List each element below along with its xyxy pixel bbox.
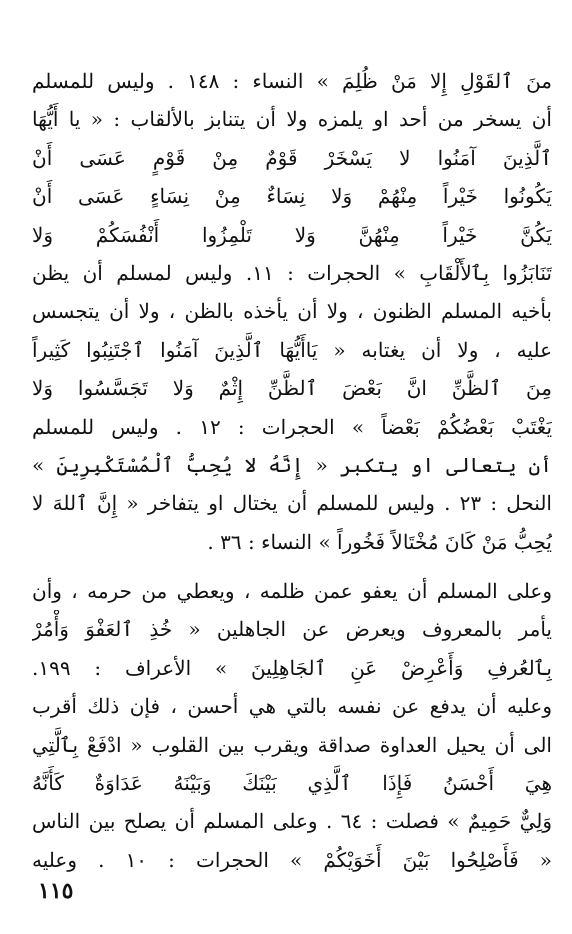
text-line: مِنَ ٱلظَّنِّ انَّ بَعْضَ ٱلظَّنِّ إِثْمٌ وَلا تَجَسَّسُوا وَلا: [32, 376, 552, 401]
text-line-last: يُحِبُّ مَنْ كَانَ مُخْتَالاً فَخُوراً » النساء : ٣٦ .: [207, 529, 552, 554]
text-line: الى أن يحيل العداوة صداقة ويقرب بين القلوب « ادْفَعْ بِٱلَّتِي: [32, 732, 552, 757]
text-line: يَكُنَّ خَيْراً مِنْهُنَّ وَلا تَلْمِزُوا أَنْفُسَكُمْ وَلا: [32, 222, 552, 247]
page-number: ١١٥: [38, 878, 74, 904]
text-line: أن يسخر من أحد او يلمزه ولا أن يتنابز بالألقاب : « يا أَيُّهَا: [32, 107, 552, 132]
text-line: يَغْتَبْ بَعْضُكُمْ بَعْضاً » الحجرات : ١٢ . وليس للمسلم: [32, 414, 552, 439]
text-line: بِٱلعُرفِ وَأَعْرِضْ عَنِ ٱلجَاهِلِينَ » الأعراف : ١٩٩.: [32, 655, 552, 680]
text-line: هِيَ أَحْسَنُ فَإِذَا ٱلَّذِي بَيْنَكَ وَبَيْنَهُ عَدَاوَةٌ كَأَنَّهُ: [32, 770, 552, 795]
paragraph-2: [32, 572, 552, 879]
text-line: بأخيه المسلم الظنون ، ولا أن يأخذه بالظن ، ولا أن يتجسس: [32, 299, 552, 324]
text-line: عليه ، ولا أن يغتابه « يَاأَيُّهَا ٱلَّذِينَ آمَنُوا ٱجْتَنِبُوا كَثِيراً: [32, 337, 552, 362]
text-line: وعليه أن يدفع عن نفسه بالتي هي أحسن ، فإن ذلك أقرب: [32, 694, 552, 719]
text-line: تَنَابَزُوا بِٱلأَلْقَابِ » الحجرات : ١١. وليس لمسلم أن يظن: [32, 260, 552, 285]
text-line: أن يتعالى او يتكبر « إِنَّهُ لا يُحِبُّ ٱلْمُسْتَكْبِرِينَ »: [32, 452, 552, 477]
text-line: ٱلَّذِينَ آمَنُوا لا يَسْخَرْ قَوْمٌ مِنْ قَوْمٍ عَسَى أَنْ: [32, 145, 552, 170]
text-line: « فَأَصْلِحُوا بَيْنَ أَخَوَيْكُمْ » الحجرات : ١٠ . وعليه: [32, 847, 552, 872]
text-line: منَ ٱلقَوْلِ إِلا مَنْ ظُلِمَ » النساء : ١٤٨ . وليس للمسلم: [32, 69, 552, 93]
text-line: وعلى المسلم أن يعفو عمن ظلمه ، ويعطي من حرمه ، وأن: [32, 579, 552, 603]
paragraph-1: [32, 62, 552, 561]
text-line: يأمر بالمعروف ويعرض عن الجاهلين « خُذِ ٱلعَفْوَ وَأْمُرْ: [32, 617, 552, 642]
text-line: النحل : ٢٣ . وليس للمسلم أن يختال او يتفاخر « إِنَّ ٱللهَ لا: [32, 491, 552, 516]
text-line: وَلِيٌّ حَمِيمٌ » فصلت : ٦٤ . وعلى المسلم أن يصلح بين الناس: [32, 809, 552, 834]
text-line: يَكُونُوا خَيْراً مِنْهُمْ وَلا نِسَاءٌ مِنْ نِسَاءٍ عَسَى أَنْ: [32, 184, 552, 209]
